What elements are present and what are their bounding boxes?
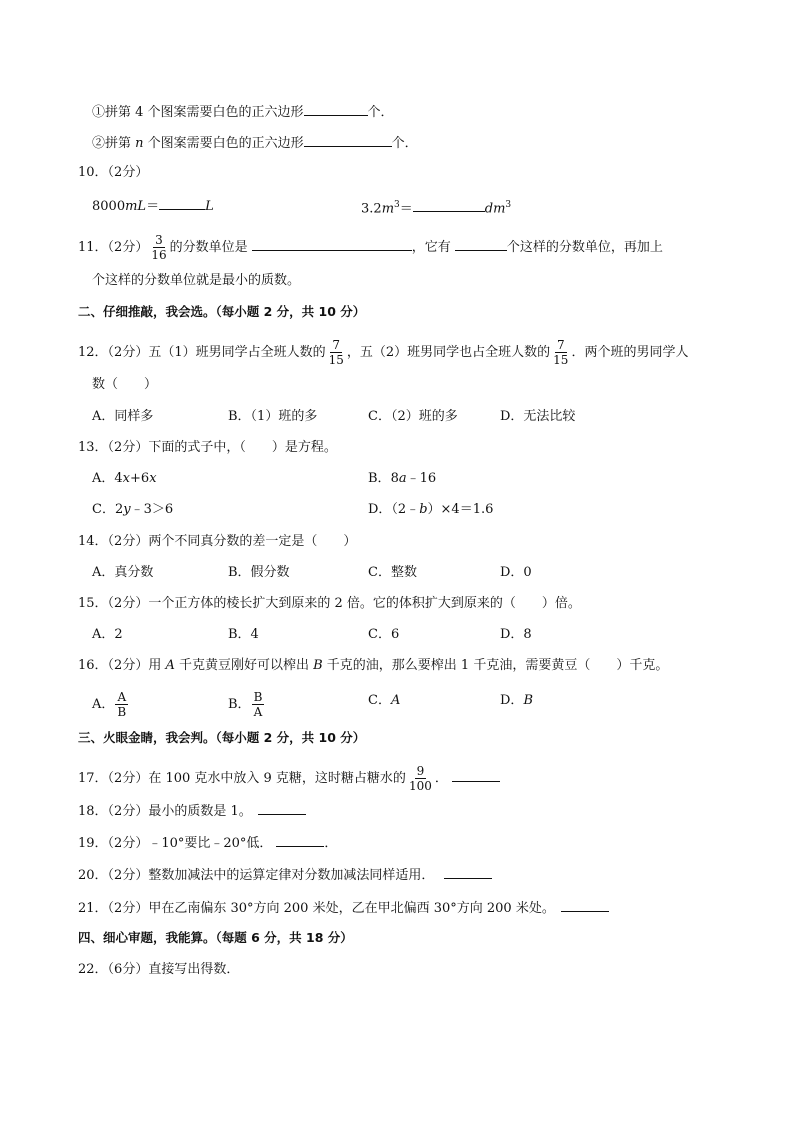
q9-line2 xyxy=(92,133,418,153)
q13-d-prefix: D．（2﹣ xyxy=(368,502,420,517)
q10-b-unit2: dm xyxy=(484,201,506,217)
q10-b-unit: m xyxy=(381,201,395,217)
q11-line2: 个这样的分数单位就是最小的质数。 xyxy=(92,273,301,288)
q18-head: 18．（2分）最小的质数是 1。 xyxy=(78,804,252,819)
q13-option-a[interactable] xyxy=(92,470,157,488)
q13-b-e1: 8 xyxy=(390,471,399,486)
q11-blank2[interactable] xyxy=(455,237,507,251)
q10-a-eq: ＝ xyxy=(146,199,160,214)
q17-num: 9 xyxy=(416,764,425,778)
q16-option-a[interactable] xyxy=(92,690,129,719)
q12-option-b[interactable]: B．（1）班的多 xyxy=(228,409,318,424)
section-4-title: 四、细心审题，我能算。（每题 6 分，共 18 分） xyxy=(78,930,353,945)
q16-option-d[interactable] xyxy=(500,692,533,710)
q12-frac2-num: 7 xyxy=(556,338,565,352)
q13-a-e2: +6 xyxy=(130,471,150,486)
q10-head: 10．（2分） xyxy=(78,165,149,180)
q10-blank-a[interactable] xyxy=(159,196,205,210)
q12-fraction-2 xyxy=(551,338,570,367)
q13-c-e1: 2 xyxy=(114,502,124,517)
q17-tail: ． xyxy=(434,771,448,786)
q12-option-a[interactable]: A．同样多 xyxy=(92,409,154,424)
q16-option-c[interactable] xyxy=(368,692,400,710)
q20-line xyxy=(78,865,492,885)
q13-head: 13．（2分）下面的式子中，（ ）是方程。 xyxy=(78,440,337,455)
q11-head: 11．（2分） xyxy=(78,240,149,255)
q19-head: 19．（2分）﹣10°要比﹣20°低． xyxy=(78,836,273,851)
q22-head: 22．（6分）直接写出得数． xyxy=(78,962,240,977)
q13-option-d[interactable] xyxy=(368,501,493,519)
q12-frac1-num: 7 xyxy=(332,338,341,352)
q21-line xyxy=(78,898,609,918)
q13-a-prefix: A． xyxy=(92,471,115,486)
q9-line2-var: n xyxy=(135,136,144,151)
q13-b-prefix: B． xyxy=(368,471,391,486)
q9-blank2[interactable] xyxy=(304,133,392,147)
q16-d-var: B xyxy=(523,693,533,708)
q16-b-fraction xyxy=(252,690,265,719)
q16-b-prefix: B． xyxy=(228,697,251,712)
q19-tail: ． xyxy=(324,836,338,851)
q18-line xyxy=(78,801,306,821)
q12-line2: 数（ ） xyxy=(92,377,158,392)
q16-c-var: A xyxy=(390,693,401,708)
q10-a-num: 8000 xyxy=(92,199,126,214)
q11-text3: 个这样的分数单位，再加上 xyxy=(506,240,663,255)
q16-a-num: A xyxy=(117,690,127,704)
q17-fraction xyxy=(407,764,434,793)
q13-a-v2: x xyxy=(149,471,157,486)
q11-blank1[interactable] xyxy=(252,237,412,251)
q16-head xyxy=(78,657,668,675)
q15-head: 15．（2分）一个正方体的棱长扩大到原来的 2 倍。它的体积扩大到原来的（ ）倍。 xyxy=(78,596,581,611)
q13-a-e1: 4 xyxy=(114,471,123,486)
q17-answer-blank[interactable] xyxy=(452,768,500,782)
q9-line1 xyxy=(92,102,394,122)
q14-option-c[interactable]: C．整数 xyxy=(368,565,417,580)
q11-frac-den: 16 xyxy=(151,248,167,262)
section-3-title: 三、火眼金睛，我会判。（每小题 2 分，共 10 分） xyxy=(78,730,366,745)
q16-a-fraction xyxy=(115,690,128,719)
q12-line1 xyxy=(78,338,688,367)
q12-fraction-1 xyxy=(327,338,346,367)
q15-option-a[interactable]: A．2 xyxy=(92,627,123,642)
q16-d-prefix: D． xyxy=(500,693,524,708)
q12-option-d[interactable]: D．无法比较 xyxy=(500,409,576,424)
q21-head: 21．（2分）甲在乙南偏东 30°方向 200 米处，乙在甲北偏西 30°方向 200 米处。 xyxy=(78,901,555,916)
q12-frac2-den: 15 xyxy=(553,353,569,367)
q16-option-b[interactable] xyxy=(228,690,265,719)
q9-blank1[interactable] xyxy=(304,102,368,116)
q16-b-den: A xyxy=(253,705,263,719)
q13-option-b[interactable] xyxy=(368,470,436,488)
q16-b-num: B xyxy=(253,690,263,704)
q17-line xyxy=(78,764,500,793)
q20-answer-blank[interactable] xyxy=(444,865,492,879)
q10-a xyxy=(92,196,214,216)
q11-frac-num: 3 xyxy=(155,233,163,247)
q19-answer-blank[interactable] xyxy=(276,833,324,847)
q20-head: 20．（2分）整数加减法中的运算定律对分数加减法同样适用． xyxy=(78,868,435,883)
q14-option-a[interactable]: A．真分数 xyxy=(92,565,154,580)
q10-b-eq: ＝ xyxy=(399,201,413,217)
q9-line1-text: ①拼第 4 个图案需要白色的正六边形 xyxy=(92,105,304,120)
q12-option-c[interactable]: C．（2）班的多 xyxy=(368,409,458,424)
q9-line1-tail: 个． xyxy=(367,105,394,120)
q21-answer-blank[interactable] xyxy=(561,898,609,912)
section-2-title: 二、仔细推敲，我会选。（每小题 2 分，共 10 分） xyxy=(78,304,366,319)
q10-b-exp: 3 xyxy=(394,200,400,210)
q14-option-d[interactable]: D．0 xyxy=(500,565,532,580)
q10-b-exp2: 3 xyxy=(505,200,512,210)
q16-a-den: B xyxy=(117,705,127,719)
q17-head: 17．（2分）在 100 克水中放入 9 克糖，这时糖占糖水的 xyxy=(78,771,406,786)
q9-line2-mid: 个图案需要白色的正六边形 xyxy=(143,136,304,151)
q13-b-v1: a xyxy=(398,471,407,486)
q9-line2-text: ②拼第 xyxy=(92,136,136,151)
q12-head: 12．（2分）五（1）班男同学占全班人数的 xyxy=(78,345,326,360)
q15-option-b[interactable]: B．4 xyxy=(228,627,259,642)
q17-den: 100 xyxy=(408,779,432,793)
q16-head-pre: 16．（2分）用 xyxy=(78,658,166,673)
q10-b xyxy=(361,196,511,218)
q11-text2: ，它有 xyxy=(411,240,455,255)
q13-c-v1: y xyxy=(123,502,131,517)
q16-mid2: 千克的油，那么要榨出 1 千克油，需要黄豆（ ）千克。 xyxy=(322,658,669,673)
q16-var-a: A xyxy=(165,658,175,673)
q13-a-v1: x xyxy=(122,471,131,486)
q10-a-unit: mL xyxy=(125,199,147,214)
q13-option-c[interactable] xyxy=(92,501,173,519)
q13-b-e2: ﹣16 xyxy=(406,471,437,486)
q15-option-d[interactable]: D．8 xyxy=(500,627,532,642)
q19-line xyxy=(78,833,337,853)
q16-var-b: B xyxy=(313,658,323,673)
q16-mid1: 千克黄豆刚好可以榨出 xyxy=(174,658,314,673)
q13-c-prefix: C． xyxy=(92,502,115,517)
q16-c-prefix: C． xyxy=(368,693,391,708)
q12-mid: ，五（2）班男同学也占全班人数的 xyxy=(346,345,551,360)
q9-line2-tail: 个． xyxy=(391,136,418,151)
q12-frac1-den: 15 xyxy=(328,353,344,367)
q14-head: 14．（2分）两个不同真分数的差一定是（ ） xyxy=(78,534,357,549)
q11-line1 xyxy=(78,233,663,262)
q11-fraction xyxy=(149,233,168,262)
q14-option-b[interactable]: B．假分数 xyxy=(228,565,290,580)
q13-d-e2: ）×4＝1.6 xyxy=(427,502,494,517)
q13-d-v1: b xyxy=(419,502,428,517)
q10-a-unit2: L xyxy=(205,199,214,214)
q16-a-prefix: A． xyxy=(92,697,115,712)
q11-text1: 的分数单位是 xyxy=(169,240,252,255)
q15-option-c[interactable]: C．6 xyxy=(368,627,400,642)
q18-answer-blank[interactable] xyxy=(258,801,306,815)
q10-b-num: 3.2 xyxy=(361,201,382,217)
q10-blank-b[interactable] xyxy=(413,198,485,212)
q13-c-e2: ﹣3＞6 xyxy=(130,502,174,517)
q12-tail: ．两个班的男同学人 xyxy=(571,345,689,360)
